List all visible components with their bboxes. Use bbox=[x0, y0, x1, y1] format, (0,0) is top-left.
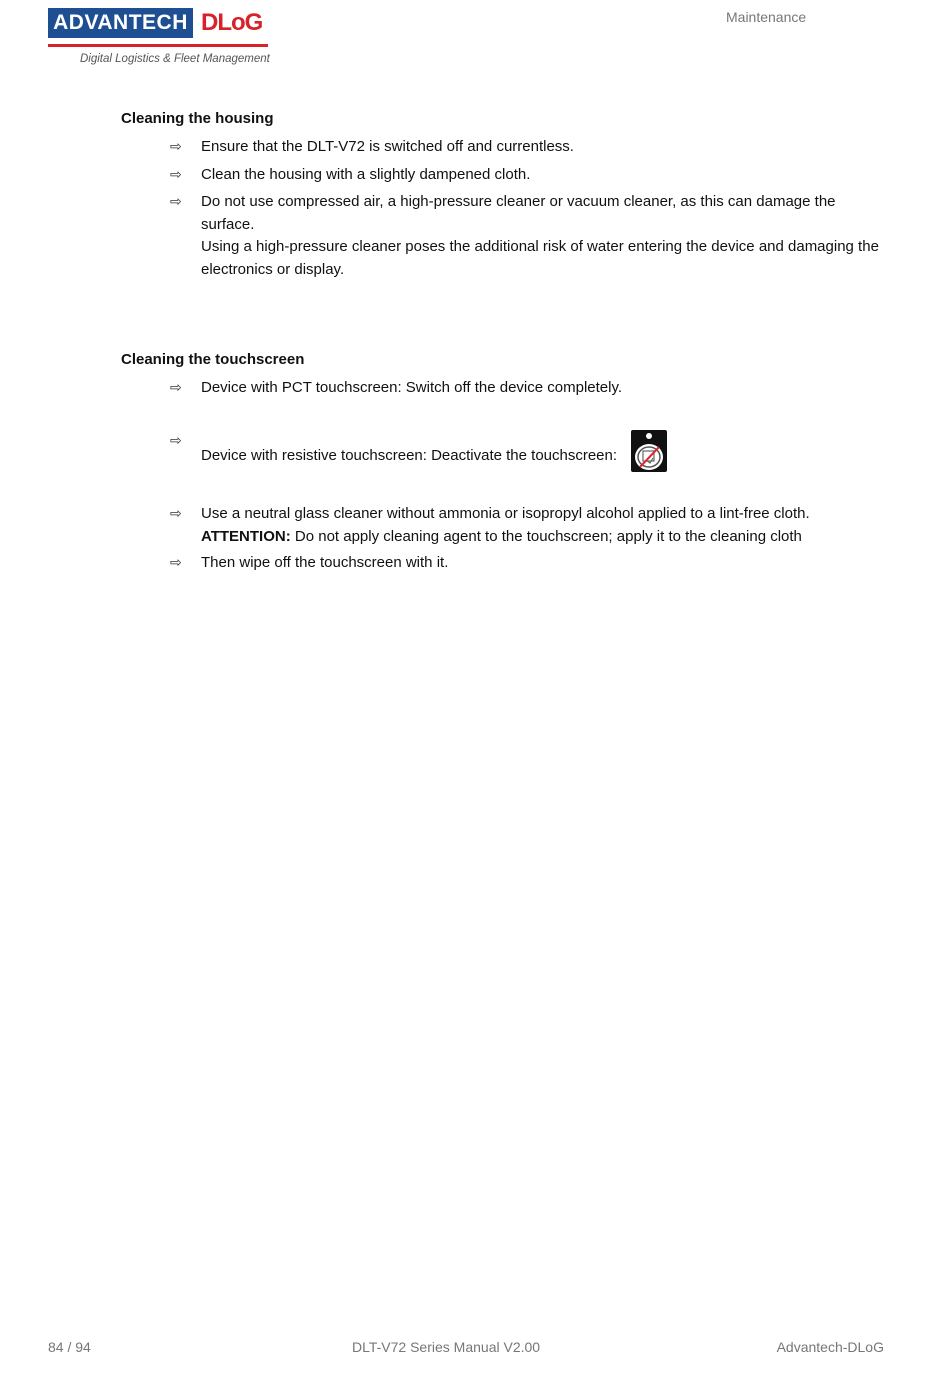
list-item-text: Device with resistive touchscreen: Deactivate the touchscreen: bbox=[201, 447, 618, 464]
company-name: Advantech-DLoG bbox=[776, 1339, 884, 1355]
list-item bbox=[170, 503, 890, 548]
logo-divider bbox=[48, 44, 268, 47]
arrow-bullet-icon: ⇨ bbox=[170, 193, 182, 209]
arrow-bullet-icon: ⇨ bbox=[170, 166, 182, 182]
manual-title: DLT-V72 Series Manual V2.00 bbox=[352, 1339, 541, 1355]
attention-note bbox=[201, 526, 890, 549]
arrow-bullet-icon: ⇨ bbox=[170, 379, 182, 395]
list-item-text: Use a neutral glass cleaner without ammonia or isopropyl alcohol applied to a lint-free cloth. bbox=[201, 505, 810, 522]
logo-sub: DLoG bbox=[201, 9, 263, 36]
attention-text: Do not apply cleaning agent to the touchscreen; apply it to the cleaning cloth bbox=[290, 527, 802, 545]
list-item-note: Using a high-pressure cleaner poses the additional risk of water entering the device and damaging the electronics or display. bbox=[201, 238, 879, 278]
arrow-bullet-icon: ⇨ bbox=[170, 554, 182, 570]
list-item bbox=[170, 164, 890, 187]
list-item bbox=[170, 430, 890, 472]
list-item bbox=[170, 136, 890, 159]
arrow-bullet-icon: ⇨ bbox=[170, 505, 182, 521]
list-item bbox=[170, 377, 890, 400]
list-item-text: Clean the housing with a slightly dampened cloth. bbox=[201, 166, 531, 183]
list-item bbox=[170, 191, 890, 281]
logo-tagline: Digital Logistics & Fleet Management bbox=[80, 53, 270, 65]
list-item-text: Then wipe off the touchscreen with it. bbox=[201, 554, 449, 571]
company-logo bbox=[48, 8, 268, 70]
section-title: Maintenance bbox=[726, 9, 807, 25]
touchscreen-disabled-icon bbox=[631, 430, 667, 472]
list-item-text: Ensure that the DLT-V72 is switched off and currentless. bbox=[201, 138, 574, 155]
arrow-bullet-icon: ⇨ bbox=[170, 432, 182, 448]
list-item bbox=[170, 552, 890, 575]
page-number: 84 / 94 bbox=[48, 1339, 91, 1355]
arrow-bullet-icon: ⇨ bbox=[170, 138, 182, 154]
list-item-text: Device with PCT touchscreen: Switch off the device completely. bbox=[201, 379, 623, 396]
list-item-text: Do not use compressed air, a high-pressure cleaner or vacuum cleaner, as this can damage the surface. bbox=[201, 193, 836, 233]
touchscreen-heading: Cleaning the touchscreen bbox=[121, 351, 305, 368]
attention-label: ATTENTION: bbox=[201, 527, 291, 545]
housing-heading: Cleaning the housing bbox=[121, 110, 274, 127]
logo-brand: ADVANTECH bbox=[48, 8, 193, 38]
